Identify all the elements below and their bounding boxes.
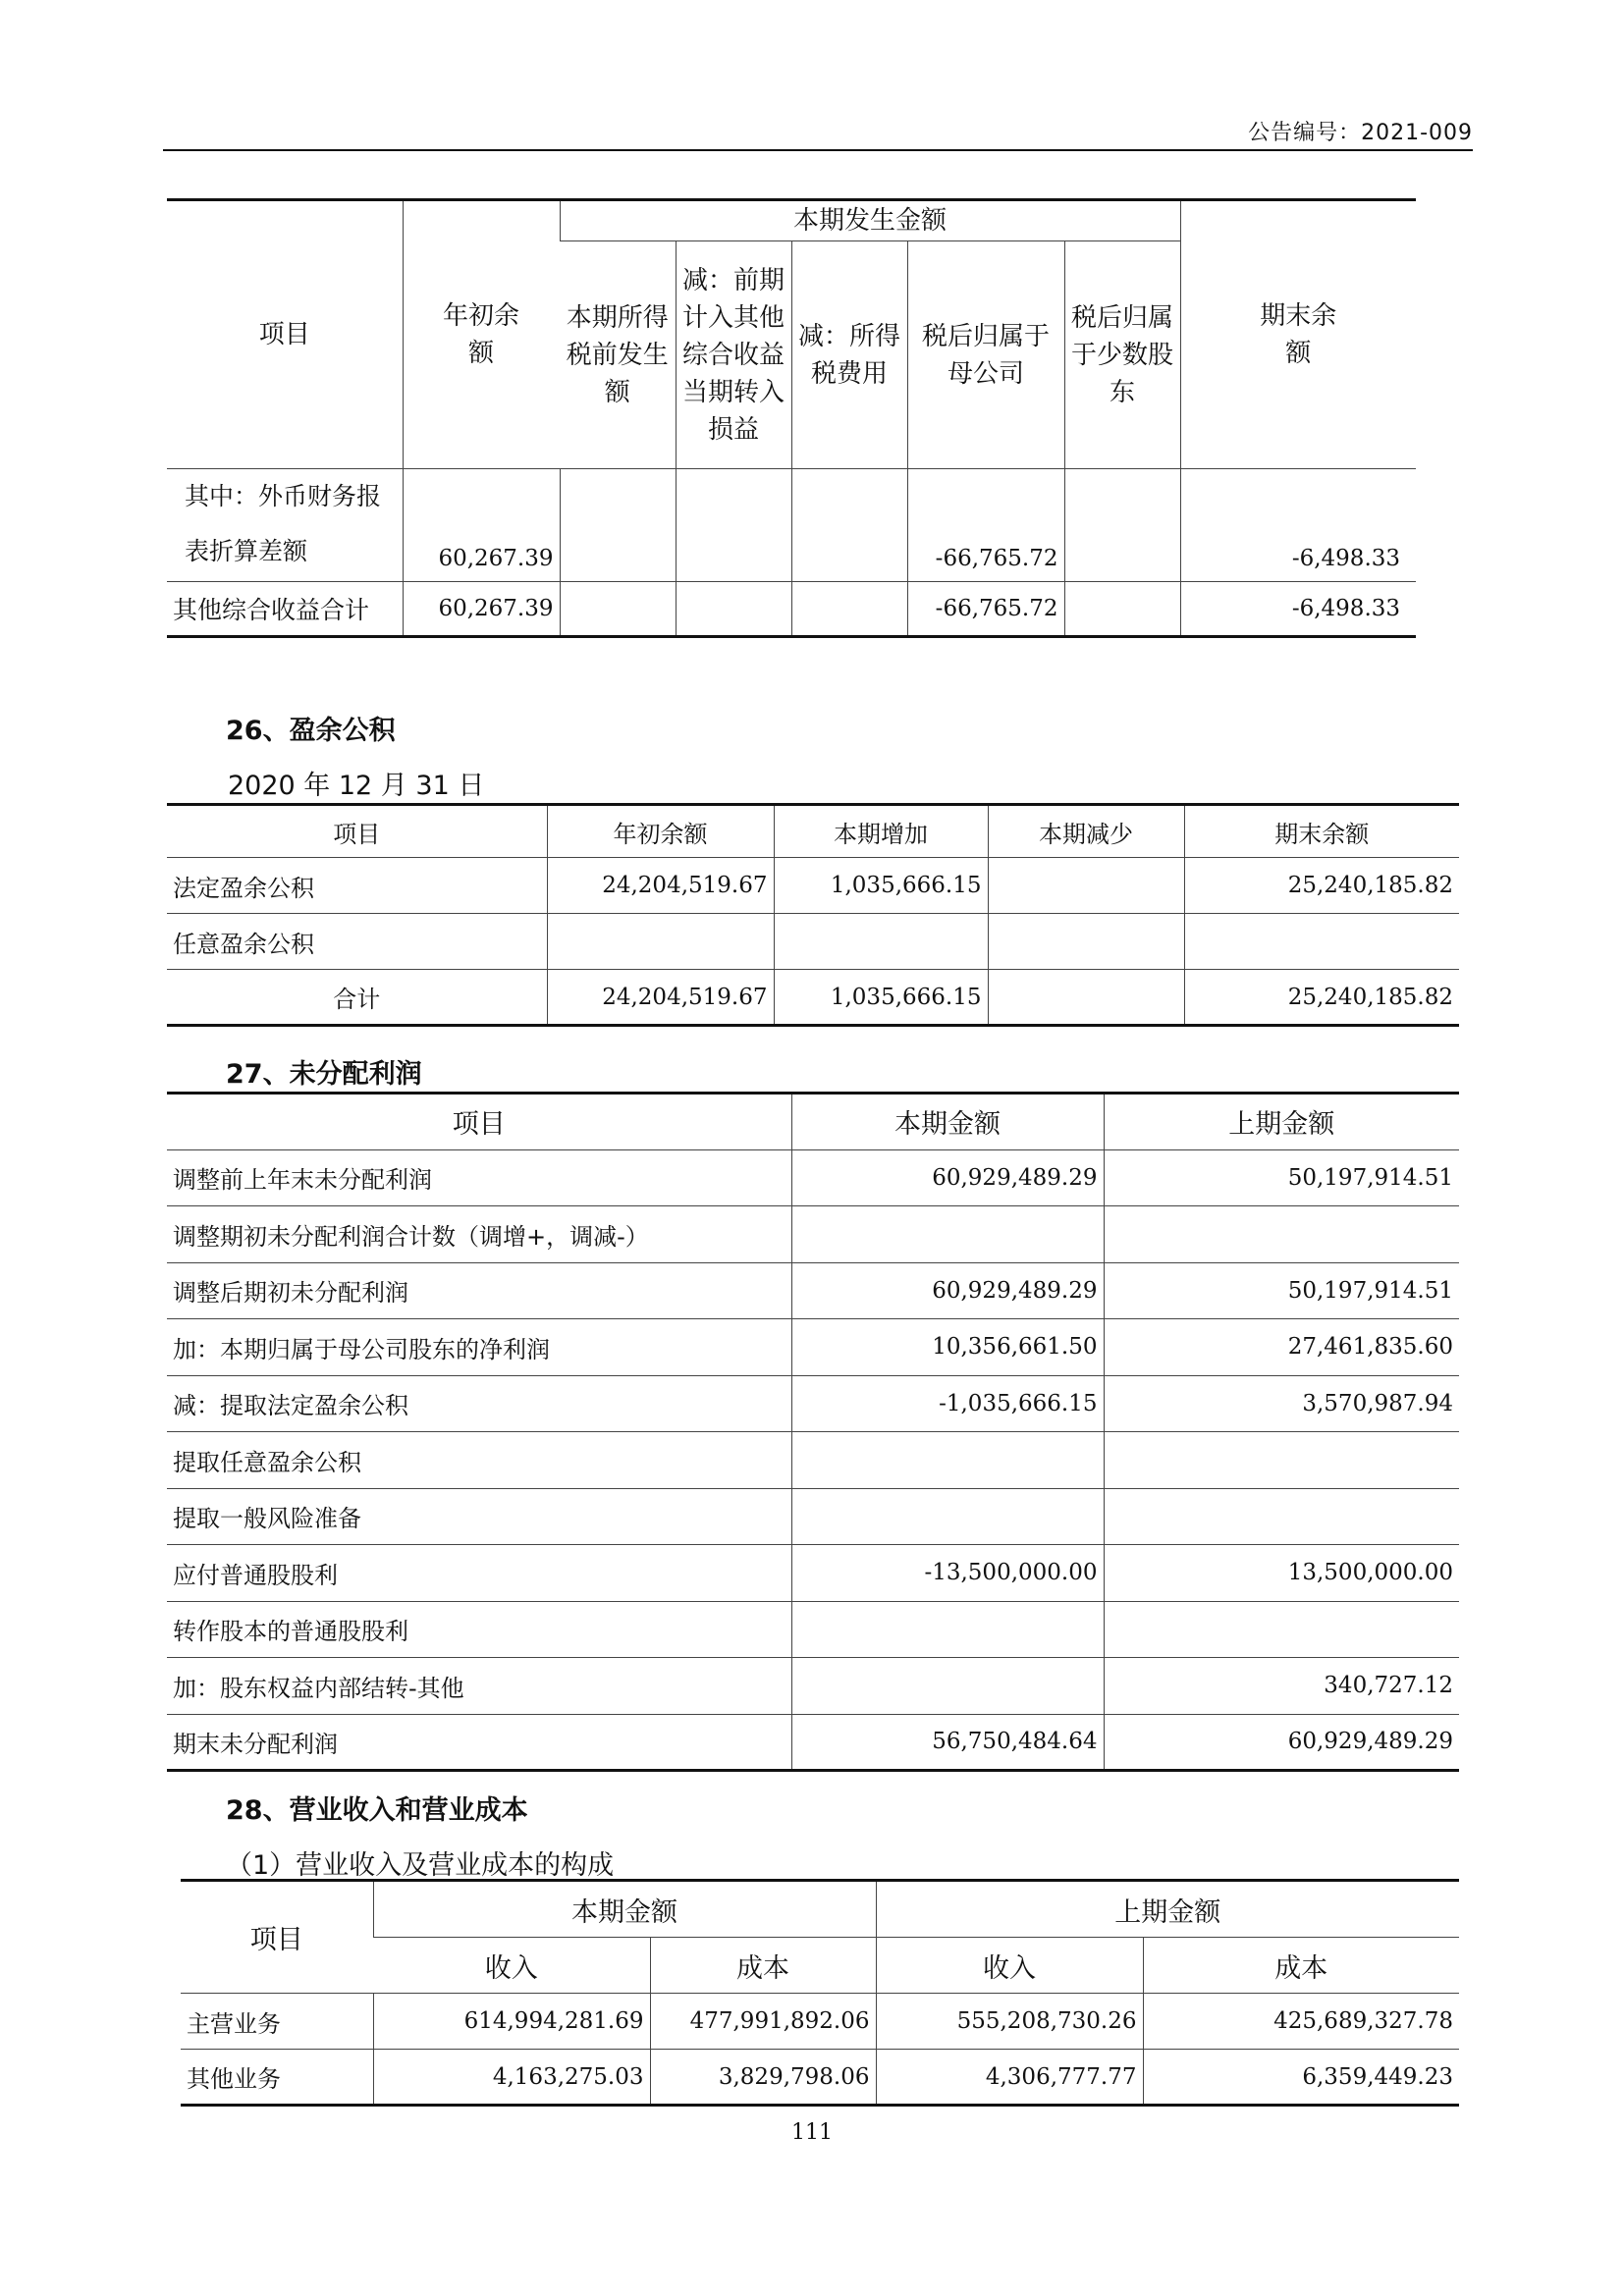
revenue-pri-cost: 425,689,327.78 — [1143, 1994, 1459, 2050]
oci-row-item-line2: 表折算差额 — [185, 537, 308, 565]
oci-header-closing: 期末余额 — [1180, 200, 1416, 469]
undistributed-current — [791, 1658, 1104, 1715]
undistributed-prior — [1104, 1432, 1459, 1489]
revenue-header-prior-cost: 成本 — [1143, 1938, 1459, 1994]
undistributed-prior: 50,197,914.51 — [1104, 1149, 1459, 1206]
surplus-table — [167, 803, 1459, 1027]
oci-total-to-parent: -66,765.72 — [907, 582, 1064, 637]
undistributed-table — [167, 1092, 1459, 1772]
announcement-number: 公告编号：2021-009 — [1248, 121, 1473, 145]
surplus-decrease — [988, 858, 1184, 914]
undistributed-prior: 60,929,489.29 — [1104, 1714, 1459, 1771]
surplus-closing: 25,240,185.82 — [1184, 970, 1459, 1026]
undistributed-item: 转作股本的普通股股利 — [167, 1601, 791, 1658]
table-row — [181, 1994, 1459, 2050]
table-row — [167, 858, 1459, 914]
table-row — [167, 469, 1416, 582]
undistributed-header-current: 本期金额 — [791, 1094, 1104, 1150]
revenue-pri-income: 555,208,730.26 — [876, 1994, 1143, 2050]
undistributed-current: 60,929,489.29 — [791, 1262, 1104, 1319]
undistributed-item: 调整前上年末未分配利润 — [167, 1149, 791, 1206]
oci-header-pretax: 本期所得税前发生额 — [560, 241, 676, 469]
revenue-header-prior-income: 收入 — [876, 1938, 1143, 1994]
undistributed-prior: 50,197,914.51 — [1104, 1262, 1459, 1319]
undistributed-current — [791, 1601, 1104, 1658]
table-row — [167, 1375, 1459, 1432]
undistributed-prior — [1104, 1601, 1459, 1658]
revenue-header-item: 项目 — [181, 1881, 373, 1994]
table-row — [167, 1262, 1459, 1319]
undistributed-prior: 13,500,000.00 — [1104, 1545, 1459, 1602]
surplus-closing: 25,240,185.82 — [1184, 858, 1459, 914]
table-row — [167, 1149, 1459, 1206]
revenue-subtitle: （1）营业收入及营业成本的构成 — [226, 1850, 615, 1881]
undistributed-prior — [1104, 1206, 1459, 1263]
table-row — [167, 1319, 1459, 1376]
oci-header-less-transfer: 减：前期计入其他综合收益当期转入损益 — [676, 241, 791, 469]
surplus-closing — [1184, 914, 1459, 970]
surplus-decrease — [988, 970, 1184, 1026]
surplus-increase — [774, 914, 988, 970]
undistributed-header-prior: 上期金额 — [1104, 1094, 1459, 1150]
undistributed-current: 10,356,661.50 — [791, 1319, 1104, 1376]
table-row — [167, 1206, 1459, 1263]
undistributed-current — [791, 1432, 1104, 1489]
undistributed-item: 加：股东权益内部结转-其他 — [167, 1658, 791, 1715]
undistributed-item: 调整期初未分配利润合计数（调增+，调减-） — [167, 1206, 791, 1263]
undistributed-current — [791, 1488, 1104, 1545]
undistributed-header-item: 项目 — [167, 1094, 791, 1150]
surplus-increase: 1,035,666.15 — [774, 858, 988, 914]
surplus-header-increase: 本期增加 — [774, 805, 988, 858]
revenue-pri-income: 4,306,777.77 — [876, 2050, 1143, 2106]
revenue-section-title: 28、营业收入和营业成本 — [226, 1795, 528, 1826]
oci-total-item: 其他综合收益合计 — [167, 582, 403, 637]
undistributed-item: 加：本期归属于母公司股东的净利润 — [167, 1319, 791, 1376]
surplus-item: 法定盈余公积 — [167, 858, 547, 914]
oci-header-to-minority: 税后归属于少数股东 — [1064, 241, 1180, 469]
surplus-section-title: 26、盈余公积 — [226, 716, 396, 746]
undistributed-section-title: 27、未分配利润 — [226, 1059, 422, 1090]
revenue-item: 主营业务 — [181, 1994, 373, 2050]
surplus-opening — [547, 914, 774, 970]
oci-header-item: 项目 — [167, 200, 403, 469]
undistributed-item: 提取任意盈余公积 — [167, 1432, 791, 1489]
oci-row-item — [167, 469, 403, 582]
page-number: 111 — [791, 2120, 833, 2145]
revenue-header-current-income: 收入 — [373, 1938, 650, 1994]
table-row — [167, 1601, 1459, 1658]
revenue-pri-cost: 6,359,449.23 — [1143, 2050, 1459, 2106]
surplus-decrease — [988, 914, 1184, 970]
surplus-item: 任意盈余公积 — [167, 914, 547, 970]
table-row — [167, 914, 1459, 970]
oci-header-to-parent: 税后归属于母公司 — [907, 241, 1064, 469]
revenue-table — [181, 1879, 1459, 2107]
oci-row-item-line1: 其中：外币财务报 — [185, 482, 382, 510]
oci-row-to-parent: -66,765.72 — [907, 469, 1064, 582]
oci-total-closing: -6,498.33 — [1180, 582, 1416, 637]
surplus-increase: 1,035,666.15 — [774, 970, 988, 1026]
surplus-opening: 24,204,519.67 — [547, 970, 774, 1026]
undistributed-current: -13,500,000.00 — [791, 1545, 1104, 1602]
table-row — [167, 970, 1459, 1026]
revenue-item: 其他业务 — [181, 2050, 373, 2106]
undistributed-current: 60,929,489.29 — [791, 1149, 1104, 1206]
table-row — [167, 582, 1416, 637]
undistributed-item: 减：提取法定盈余公积 — [167, 1375, 791, 1432]
undistributed-item: 提取一般风险准备 — [167, 1488, 791, 1545]
table-row — [167, 1432, 1459, 1489]
undistributed-prior — [1104, 1488, 1459, 1545]
surplus-header-decrease: 本期减少 — [988, 805, 1184, 858]
oci-table — [167, 198, 1416, 638]
revenue-cur-income: 614,994,281.69 — [373, 1994, 650, 2050]
undistributed-current: -1,035,666.15 — [791, 1375, 1104, 1432]
oci-row-opening: 60,267.39 — [403, 469, 560, 582]
revenue-header-current-cost: 成本 — [650, 1938, 876, 1994]
table-row — [167, 1488, 1459, 1545]
table-row — [167, 1545, 1459, 1602]
oci-total-opening: 60,267.39 — [403, 582, 560, 637]
surplus-header-item: 项目 — [167, 805, 547, 858]
oci-header-less-tax: 减：所得税费用 — [791, 241, 907, 469]
undistributed-prior: 340,727.12 — [1104, 1658, 1459, 1715]
oci-header-group: 本期发生金额 — [560, 200, 1180, 241]
revenue-cur-income: 4,163,275.03 — [373, 2050, 650, 2106]
table-row — [167, 1658, 1459, 1715]
revenue-cur-cost: 3,829,798.06 — [650, 2050, 876, 2106]
header-divider — [163, 149, 1473, 151]
undistributed-item: 期末未分配利润 — [167, 1714, 791, 1771]
surplus-header-opening: 年初余额 — [547, 805, 774, 858]
table-row — [181, 2050, 1459, 2106]
surplus-item: 合计 — [167, 970, 547, 1026]
undistributed-prior: 27,461,835.60 — [1104, 1319, 1459, 1376]
table-row — [167, 1714, 1459, 1771]
undistributed-prior: 3,570,987.94 — [1104, 1375, 1459, 1432]
oci-row-closing: -6,498.33 — [1180, 469, 1416, 582]
undistributed-current: 56,750,484.64 — [791, 1714, 1104, 1771]
surplus-opening: 24,204,519.67 — [547, 858, 774, 914]
revenue-cur-cost: 477,991,892.06 — [650, 1994, 876, 2050]
undistributed-item: 应付普通股股利 — [167, 1545, 791, 1602]
undistributed-current — [791, 1206, 1104, 1263]
revenue-header-prior: 上期金额 — [876, 1881, 1459, 1938]
oci-header-opening: 年初余额 — [403, 200, 560, 469]
surplus-date: 2020 年 12 月 31 日 — [228, 771, 485, 801]
surplus-header-closing: 期末余额 — [1184, 805, 1459, 858]
revenue-header-current: 本期金额 — [373, 1881, 876, 1938]
undistributed-item: 调整后期初未分配利润 — [167, 1262, 791, 1319]
